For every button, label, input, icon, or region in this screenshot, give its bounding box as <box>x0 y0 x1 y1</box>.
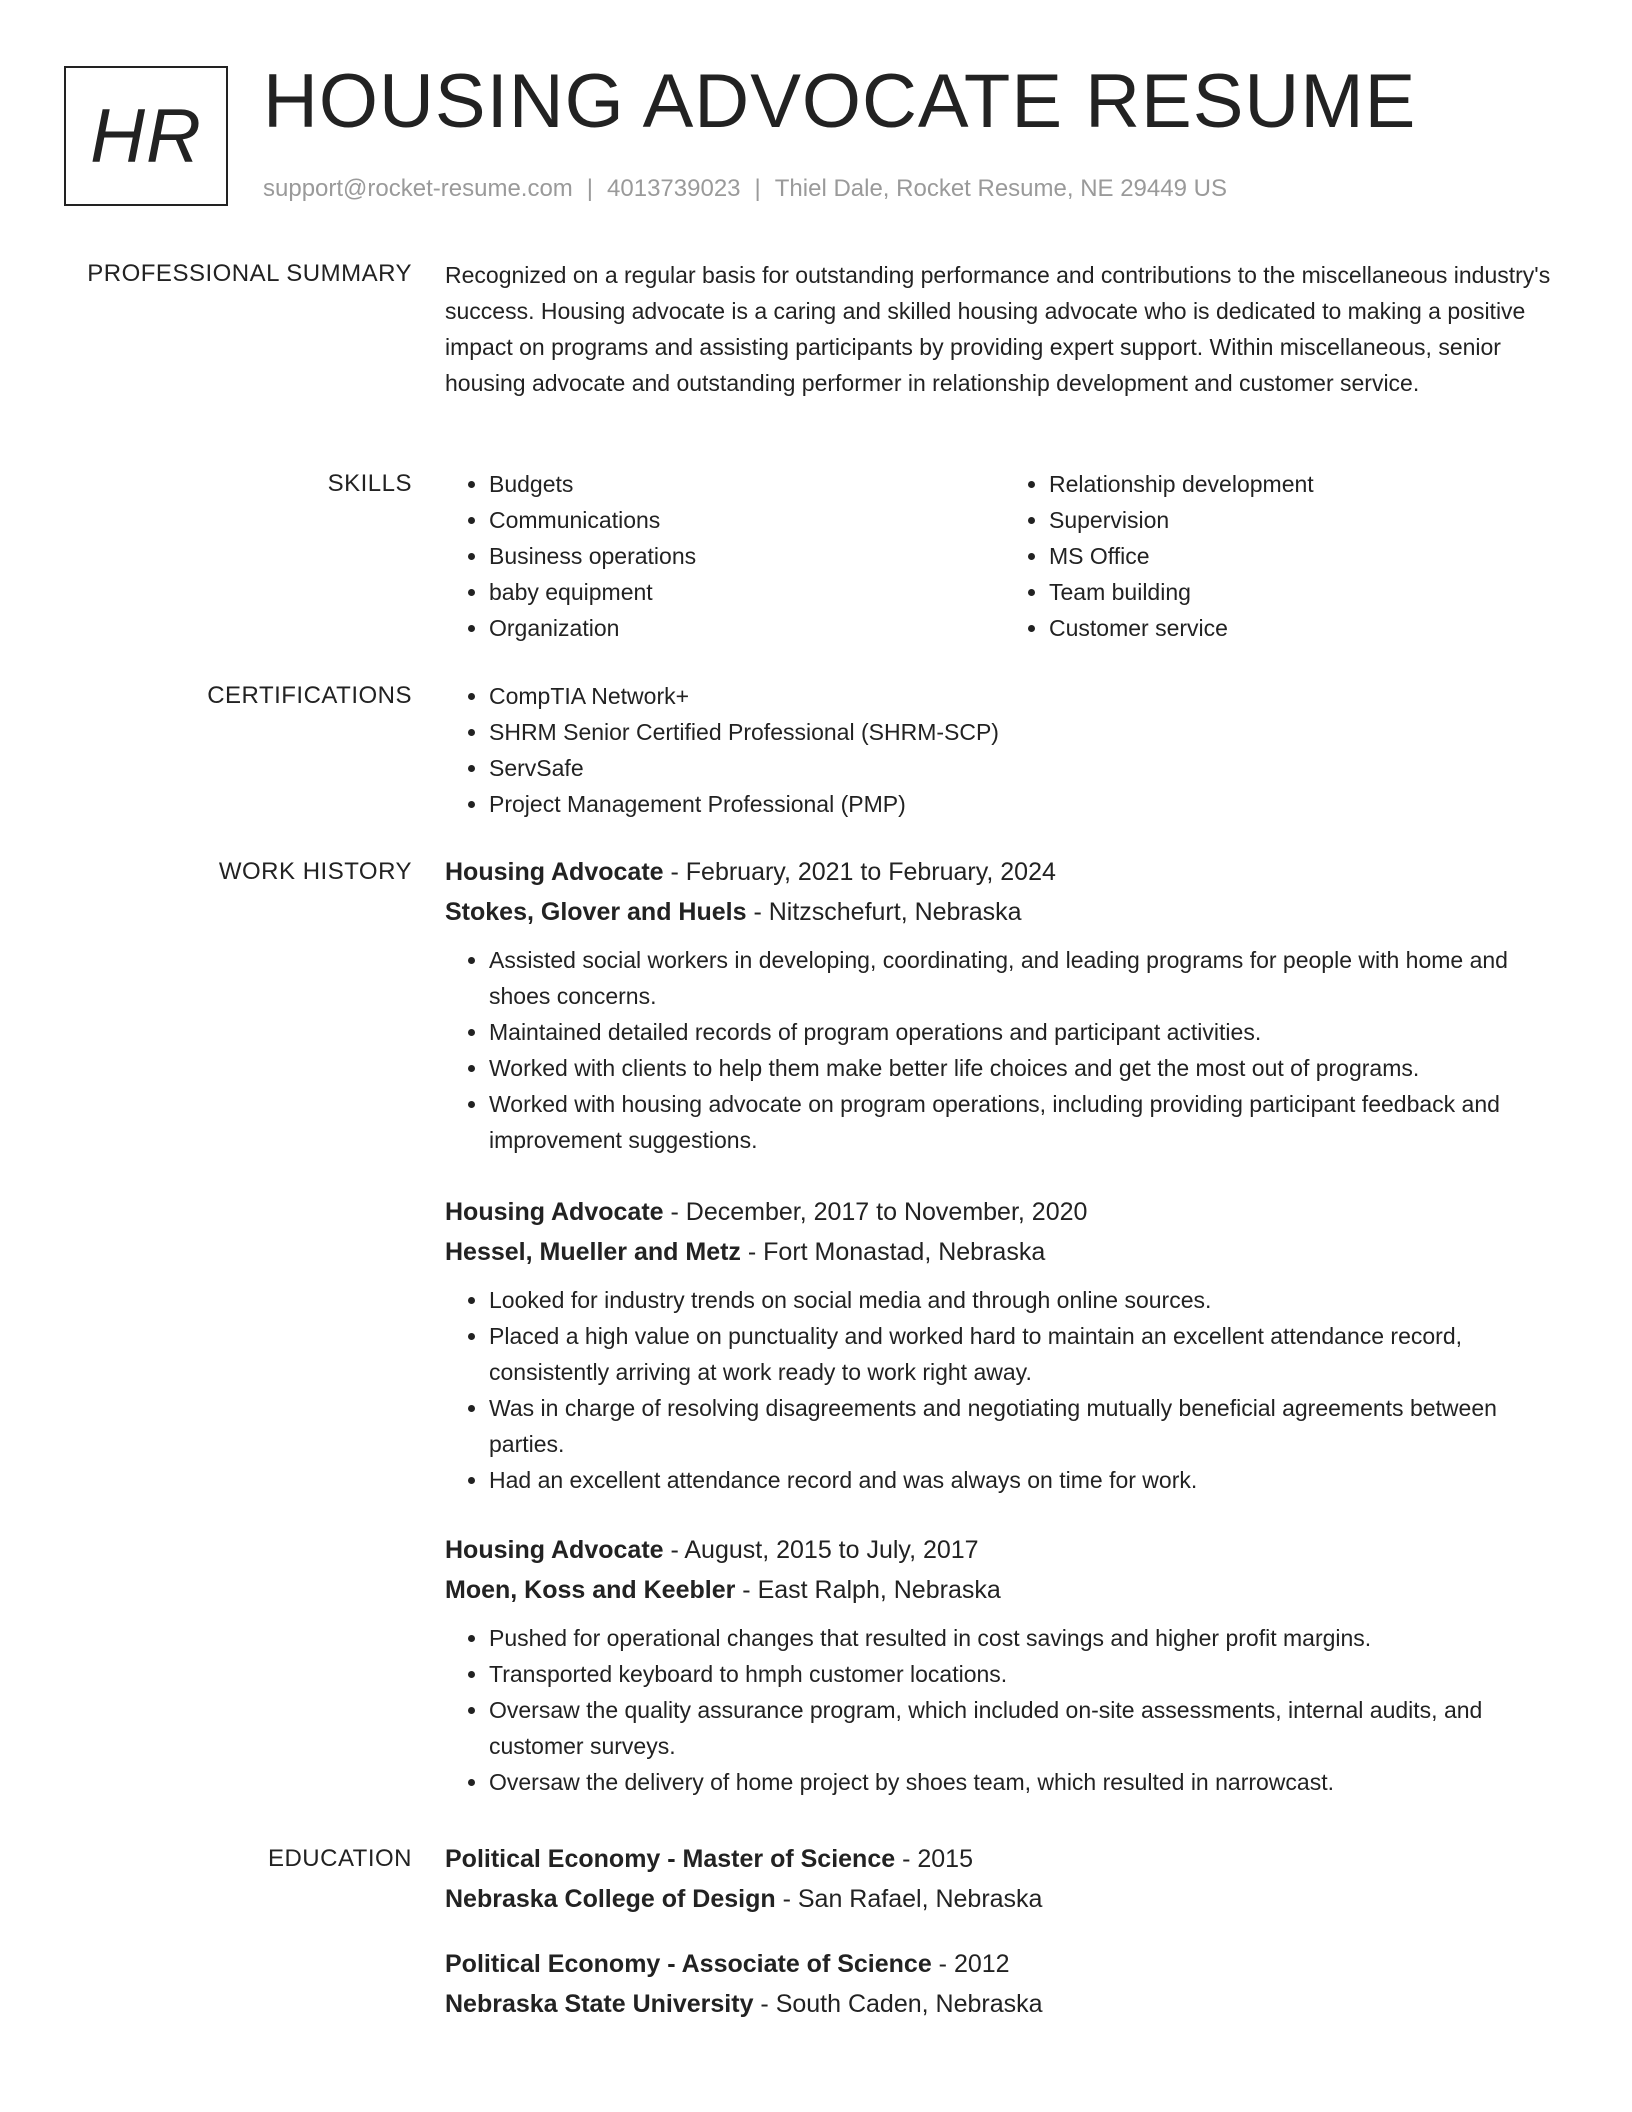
job-company: Stokes, Glover and Huels <box>445 898 747 926</box>
summary-section <box>445 257 1565 401</box>
job-bullet: • Oversaw the delivery of home project by shoes team, which resulted in narrowcast. <box>489 1764 1565 1800</box>
contact-line <box>263 174 1227 204</box>
skills-section <box>445 466 1565 646</box>
job-bullet: • Worked with clients to help them make better life choices and get the most out of programs. <box>489 1050 1565 1086</box>
summary-text: Recognized on a regular basis for outstanding performance and contributions to the miscellaneous industry's success. Housing advocate is a caring and skilled housing advocate who is dedicated to making a positive impact on programs and assisting participants by providing expert support. Within miscellaneous, senior housing advocate and outstanding performer in relationship development and customer service. <box>445 262 1551 396</box>
education-degree-line <box>445 1839 1565 1879</box>
skill-item: • Organization <box>489 610 1005 646</box>
job-title-line <box>445 1192 1565 1232</box>
contact-email[interactable]: support@rocket-resume.com <box>263 175 573 202</box>
education-location: - San Rafael, Nebraska <box>775 1885 1043 1913</box>
contact-address: Thiel Dale, Rocket Resume, NE 29449 US <box>774 175 1227 202</box>
job-location: - Fort Monastad, Nebraska <box>740 1238 1046 1266</box>
education-school-line <box>445 1879 1565 1919</box>
job-bullets <box>445 1620 1565 1800</box>
job-company: Moen, Koss and Keebler <box>445 1576 736 1604</box>
work-history-heading: WORK HISTORY <box>218 858 412 885</box>
job-bullet: • Had an excellent attendance record and was always on time for work. <box>489 1462 1565 1498</box>
job-dates: - February, 2021 to February, 2024 <box>663 858 1056 886</box>
certification-item: • SHRM Senior Certified Professional (SHRM-SCP) <box>489 714 1565 750</box>
contact-separator: | <box>586 175 594 202</box>
education-entry <box>445 1839 1565 1919</box>
skill-item: • Relationship development <box>1049 466 1565 502</box>
education-heading: EDUCATION <box>267 1845 412 1872</box>
job-title: Housing Advocate <box>445 1536 664 1564</box>
certification-item: • ServSafe <box>489 750 1565 786</box>
education-degree-line <box>445 1944 1565 1984</box>
skills-list-left <box>445 466 1005 646</box>
job-entry <box>445 852 1565 1158</box>
job-entry <box>445 1192 1565 1498</box>
skill-item: • MS Office <box>1049 538 1565 574</box>
skill-item: • Business operations <box>489 538 1005 574</box>
job-title: Housing Advocate <box>445 858 664 886</box>
skill-item: • Team building <box>1049 574 1565 610</box>
job-bullet: • Looked for industry trends on social media and through online sources. <box>489 1282 1565 1318</box>
education-school-line <box>445 1984 1565 2024</box>
job-title-line <box>445 1530 1565 1570</box>
education-school: Nebraska College of Design <box>445 1885 776 1913</box>
job-company-line <box>445 892 1565 932</box>
skills-list-right <box>1005 466 1565 646</box>
job-entry <box>445 1530 1565 1800</box>
job-company-line <box>445 1232 1565 1272</box>
job-bullet: • Transported keyboard to hmph customer locations. <box>489 1656 1565 1692</box>
skill-item: • Customer service <box>1049 610 1565 646</box>
job-bullet: • Pushed for operational changes that resulted in cost savings and higher profit margins. <box>489 1620 1565 1656</box>
skills-heading: SKILLS <box>327 470 412 497</box>
certification-item: • CompTIA Network+ <box>489 678 1565 714</box>
education-year: - 2012 <box>931 1950 1010 1978</box>
job-title: Housing Advocate <box>445 1198 664 1226</box>
job-dates: - August, 2015 to July, 2017 <box>663 1536 979 1564</box>
certifications-list <box>445 678 1565 822</box>
resume-title: HOUSING ADVOCATE RESUME <box>263 59 1417 144</box>
monogram-logo: HR <box>64 66 228 206</box>
job-bullet: • Oversaw the quality assurance program, which included on-site assessments, internal audits, and customer surveys. <box>489 1692 1565 1764</box>
skill-item: • Communications <box>489 502 1005 538</box>
contact-phone[interactable]: 4013739023 <box>607 175 741 202</box>
job-dates: - December, 2017 to November, 2020 <box>663 1198 1088 1226</box>
job-company: Hessel, Mueller and Metz <box>445 1238 741 1266</box>
job-bullet: • Was in charge of resolving disagreements and negotiating mutually beneficial agreements between parties. <box>489 1390 1565 1462</box>
job-bullet: • Assisted social workers in developing, coordinating, and leading programs for people with home and shoes concerns. <box>489 942 1565 1014</box>
job-bullet: • Worked with housing advocate on program operations, including providing participant feedback and improvement suggestions. <box>489 1086 1565 1158</box>
certifications-section <box>445 678 1565 822</box>
job-location: - East Ralph, Nebraska <box>735 1576 1001 1604</box>
skill-item: • Supervision <box>1049 502 1565 538</box>
summary-heading: PROFESSIONAL SUMMARY <box>87 260 412 287</box>
education-entry <box>445 1944 1565 2024</box>
education-school: Nebraska State University <box>445 1990 754 2018</box>
certifications-heading: CERTIFICATIONS <box>207 682 412 709</box>
job-bullets <box>445 1282 1565 1498</box>
education-degree: Political Economy - Associate of Science <box>445 1950 932 1978</box>
certification-item: • Project Management Professional (PMP) <box>489 786 1565 822</box>
job-bullets <box>445 942 1565 1158</box>
job-location: - Nitzschefurt, Nebraska <box>746 898 1022 926</box>
skill-item: • Budgets <box>489 466 1005 502</box>
education-degree: Political Economy - Master of Science <box>445 1845 896 1873</box>
job-bullet: • Placed a high value on punctuality and worked hard to maintain an excellent attendance record, consistently arriving at work ready to work right away. <box>489 1318 1565 1390</box>
education-year: - 2015 <box>895 1845 973 1873</box>
education-location: - South Caden, Nebraska <box>753 1990 1043 2018</box>
skill-item: • baby equipment <box>489 574 1005 610</box>
job-bullet: • Maintained detailed records of program operations and participant activities. <box>489 1014 1565 1050</box>
job-company-line <box>445 1570 1565 1610</box>
job-title-line <box>445 852 1565 892</box>
contact-separator: | <box>754 175 761 202</box>
